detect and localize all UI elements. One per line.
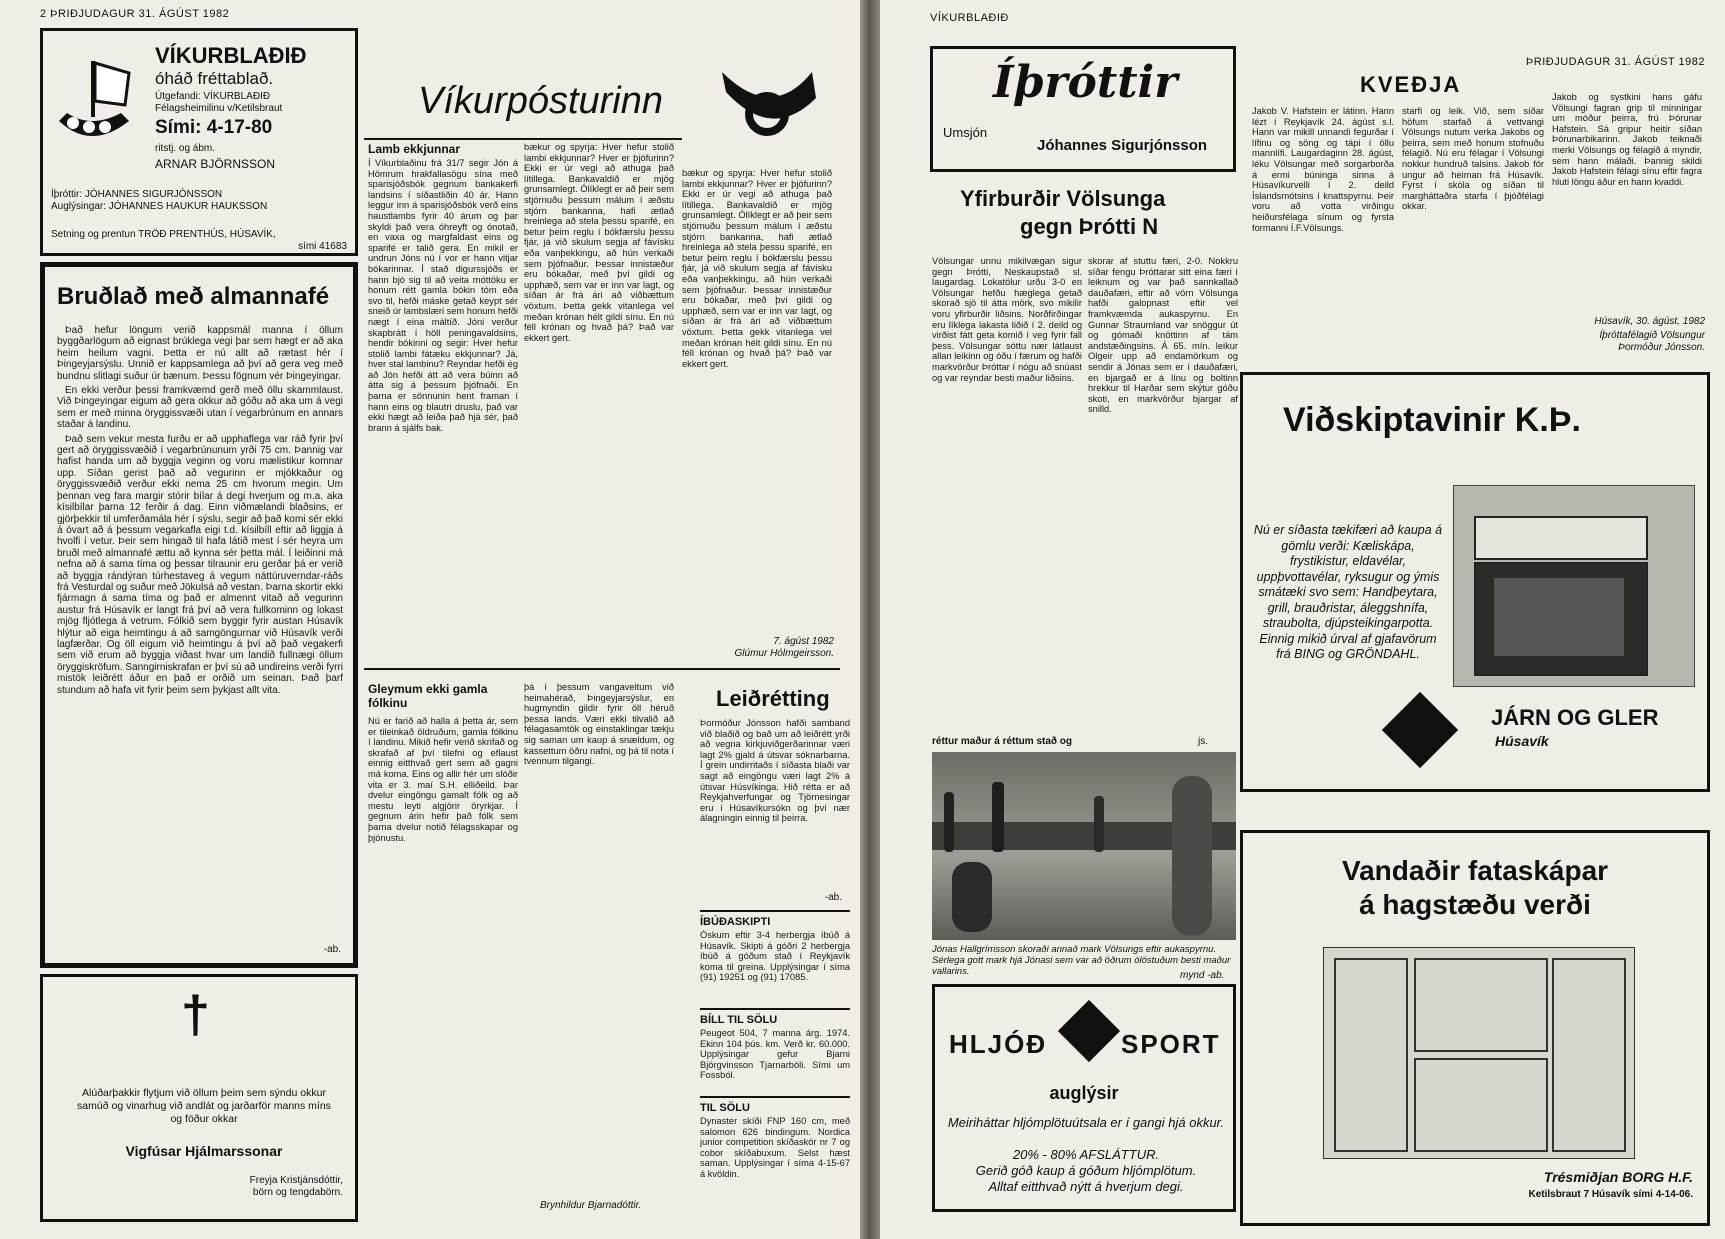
wardrobe-address: Ketilsbraut 7 Húsavík sími 4-14-06. — [1528, 1189, 1693, 1200]
classified-text: Peugeot 504, 7 manna árg. 1974. Ekinn 104 þús. km. Verð kr. 60.000. Upplýsingar gefur Bjarni Björgvinsson Tjarnarbóli. Sími um Fossból. — [700, 1028, 850, 1081]
lamb-column-2: bækur og spyrja: Hver hefur stolið lambi ekkjunnar? Hver er þjófurinn? Ekki er úr vegi að athuga það lítillega. Bankavaldið er mjög grunsamlegt. Ólíklegt er að þeir sem stjórnuðu þessum málum í æðstu stjórn bankanna, hafi ætlað hreinlega að stela þessu sparifé, en betur þeim reglu í bókfærslu þessu fjár, já við skulum segja af fávísku eða vanþekkingu, að hún verkaði sem þjófnaður. Þessar innistæður eru bókaðar, með því gildi og upphæð, sem var er inn var lagt, og síðan ár frá ári að viðbættum vöxtum. Þetta gekk vitanlega vel meðan krónan hélt gildi sínu. En nú féll krónan og hvað þá? Það var ekkert gert. — [524, 142, 674, 343]
lamb-title: Lamb ekkjunnar — [368, 142, 461, 156]
viking-ship-logo — [51, 51, 137, 151]
kvedja-sign: Íþróttafélagið Völsungur Þormóður Jónsson. — [1599, 330, 1705, 353]
masthead-editor: ARNAR BJÖRNSSON — [155, 157, 276, 171]
obituary-box — [40, 974, 358, 1222]
photo-credit: mynd -ab. — [1180, 970, 1225, 981]
classified-rule — [700, 1096, 850, 1098]
kvedja-column-1: Jakob V. Hafstein er látinn. Hann lézt í Reykjavík 24. ágúst s.l. Hann var mikill unnandi fegurðar í lífinu og söng og tápi í öllu mannlífi. Laugardaginn 28. ágúst, léku Völsungar með sorgarborða á ermi búninga sinna á Húsavíkurvelli í 2. deild Íslandsmótsins í knattspyrnu. Þeir voru að votta virðingu heiðursfélaga sínum og fyrsta formanni Í.F.Völsungs. — [1252, 106, 1394, 233]
obituary-signed-2: börn og tengdabörn. — [252, 1187, 343, 1198]
signoff-name: Glúmur Hólmgeirsson. — [734, 648, 834, 659]
obituary-signed-1: Freyja Kristjánsdóttir, — [249, 1175, 343, 1186]
match-sig: js. — [1198, 736, 1208, 747]
kvedja-column-3: Jakob og systkini hans gáfu Völsungi fagran grip til minningar um móður þeirra, frú Þórunar Hafstein. Sá gripur heitir síðan Þórunarbikarinn. Jakob teiknaði merki Völsungs og félagið á myndir, sem hann málaði. Þannig skildi Jakob Hafstein félagi sínu eftir fagra hluti löngu áður en hann kvaddi. — [1552, 92, 1702, 187]
obituary-name: Vigfúsar Hjálmarssonar — [125, 1143, 283, 1159]
kth-brand: JÁRN OG GLER — [1491, 705, 1659, 730]
page-gutter — [860, 0, 880, 1239]
leidretting-body: Þormóður Jónsson hafði samband við blaðið og bað um að leiðrétt yrði að vegna kirkjuviðgerðarinnar væri lagt 2% gjald á útsvar sóknarbarna. Í grein undirritaðs í síðasta blaði var sagt að eingöngu væri lagt 2% á útsvar Húsvíkinga. Hið rétta er að Reykjahverfungar og Tjörnesingar eru í Húsavíkursókn og því nær álagningin einnig til þeirra. — [700, 718, 850, 824]
editorial-paragraph: Það hefur löngum verið kappsmál manna í öllum byggðarlögum að eignast brúklega vegi þar sem hægt er að aka heim heilum vagni. Þetta er nú allt að rætast hér í Þingeyjarsýslu. Unnið er kappsamlega að því að gera veg með bundnu slitlagi suður úr bænum. Þessu fögnum vér Þingeyingar. — [57, 325, 343, 382]
masthead-subtitle: óháð fréttablað. — [155, 69, 274, 88]
music-line-3: Gerið góð kaup á góðum hljómplötum. — [975, 1163, 1197, 1178]
classified-title: BÍLL TIL SÖLU — [700, 1014, 778, 1026]
right-page-header-right: ÞRIÐJUDAGUR 31. ÁGÚST 1982 — [1525, 56, 1705, 68]
wardrobe-ad — [1240, 830, 1710, 1226]
signoff-date: 7. ágúst 1982 — [773, 636, 834, 647]
music-ad — [932, 984, 1236, 1212]
masthead-printing-phone: sími 41683 — [298, 241, 347, 252]
masthead-sports: Íþróttir: JÓHANNES SIGURJÓNSSON — [51, 189, 223, 200]
editorial-title: Bruðlað með almannafé — [57, 283, 330, 310]
lamb-column-1: Í Víkurblaðinu frá 31/7 segir Jón á Hömrum hrakfallasögu sína með sparisjóðsbók gegnum bankakerfi landsins í síðastliðin 40 ár. Hann leggur inn á sparisjóðsbók verð eins haustlambs fyrir 40 árum og þar skyldi það vera óhreyft og ónotað, en vaxa og margfaldast eins og sparifé er talið gera. En mikil er undrun Jóns nú í vor er hann vitjar bókarinnar. Í stað digurssjóðs er hann bjó sig til að veita móttöku er honum rétt gamla bókin tóm eða svo til, hefði máske getað keypt sér sneið úr lambslæri sem honum hefði nægt í eina máltíð. Jóni verður skapbrátt í höll peningavaldsins, hendir bókinni og segir: Hver hefur stolið lambi fátæku ekkjunnar? Já, hver stal lambinu? Reyndar hefði ég að Jón hefði átt að vera búinn að átta sig á þessum þjófnaði. En þarna er sönnunin hent framan í hann eins og blautri druslu, það var ekki hægt að leiða það hjá sér, það brann á sjálfs bak. — [368, 158, 518, 433]
leidretting-sig: -ab. — [824, 892, 842, 903]
editorial-paragraph: Það sem vekur mesta furðu er að upphaflega var ráð fyrir því gert að öryggissvæðið í vegarbrúnunum yrði 75 cm. Þannig var hafist handa um að byggja veginn og voru mælistikur komnar upp. Síðan gerist það að vegurinn er mjókkaður og öryggissvæðið verður ekki nema 25 cm hvorum megin. Um þennan veg fara margir stórir bílar á degi hverjum og m.a. aka kísilbílar þarna 12 ferðir á dag. Einn viðmælandi blaðsins, er gjörþekkir til umferðamála hér í sýslu, segir að það komi sér ekki á óvart að á þessum vegarkafla eigi t.d. kísilbíll eftir að liggja á hvolfi í vetur. Þeir sem hingað til hafa látið mest í sér heyra um bruðl með almannafé ættu að kynna sér þetta mál. Í leiðinni má nefna að á sama tíma og þessar tilraunir eru gerðar þá er verið að byggja rándýran túrhestaveg á vegum náttúruverndar-ráðs frá Vesturdal og suður með Jökulsá að vestan. Þarna skortir ekki fjármagn á sama tíma og það er almennt vitað að vegurinn austur frá Húsavík er langt frá því að vera fullkominn og lokast mjög fljótlega á vetrum. Fólkið sem byggir fyrir austan Húsavík hlýtur að eiga heimtingu á að samgöngurnar við Húsavík verði lagfærðar. Og öll eigum við heimtingu á því að það vegakerfi sem við erum að byggja viðast hvar um landið fullnægi öllum öryggiskröfum. Sanngirniskrafan er því sú að undireins verði fyrri mistök leiðrétt áður en það er orðið um seinan. Það þarf stundum að hafa vit fyrir þeim sem þykjast allt vita. — [57, 433, 343, 696]
masthead-publisher: Útgefandi: VÍKURBLAÐIÐ — [155, 91, 271, 102]
match-headline-2: gegn Þrótti N — [1020, 214, 1159, 239]
masthead — [40, 28, 358, 256]
match-photo — [932, 752, 1236, 940]
left-page — [0, 0, 860, 1239]
gleymum-column-2: þá í þessum vangaveltum við heimahérað, Þingeyjarsýslur, en hugmyndin gildir fyrir öll héruð þessa lands. Væri ekki tilvalið að félagasamtök og einstaklingar tækju sig saman um kaup á snældum, og kassettum öðru nafni, og þá til nota í tvennum tilgangi. — [524, 682, 674, 767]
ithrottir-title: Íþróttir — [993, 57, 1178, 108]
right-page — [880, 0, 1725, 1239]
ithrottir-box — [930, 46, 1236, 172]
kvedja-title: KVEÐJA — [1360, 72, 1462, 97]
column-divider — [364, 138, 682, 140]
gleymum-column-1: Nú er farið að halla á þetta ár, sem er tileinkað öldruðum, gamla fólkinu í landinu. Mikið hefir verið skrifað og skrafað af því tilefni og eflaust einnig eitthvað gert sem að gagni má koma. Eins og allir hér um slóðir vita er 3. maí S.H. elliðeild. Þar dvelur eingöngu gamalt fólk og að mestu leyti algjörir öryrkjar. Í gegnum árin hefir það fólk sem þarna dvelur notið félagsskapar og þjónustu. — [368, 716, 518, 843]
classified-title: TIL SÖLU — [700, 1102, 750, 1114]
masthead-printing: Setning og prentun TRÖÐ PRENTHÚS, HÚSAVÍK, — [51, 229, 276, 240]
match-headline-1: Yfirburðir Völsunga — [960, 186, 1166, 211]
match-column-1: Völsungar unnu mikilvægan sigur gegn Þrótti, Neskaupstað sl. laugardag. Lokatölur urðu 3-0 en Völsungar hefðu hæglega getað skorað sjö til átta mörk, svo mikilir voru yfirburðir liðsins. Norðfirðingar eru líklega lakasta liðið í 2. deild og virðist fátt geta komið í veg fyrir fall þess. Völsungar sóttu nær látlaust allan leikinn og óðu í færum og hafði markvörður Þróttar í nógu að snúast og var reyndar besti maður liðsins. — [932, 256, 1082, 383]
classified-rule — [700, 910, 850, 912]
music-logo-badge — [1058, 1000, 1120, 1062]
leidretting-title: Leiðrétting — [716, 686, 830, 711]
kth-logo-badge — [1382, 692, 1458, 768]
classified-title: ÍBÚÐASKIPTI — [700, 916, 771, 928]
masthead-ads: Auglýsingar: JÓHANNES HAUKUR HAUKSSON — [51, 201, 268, 212]
music-heading: auglýsir — [1049, 1083, 1119, 1103]
match-column-2: skorar af stuttu færi, 2-0. Nokkru síðar fengu Þróttarar sitt eina færi í leiknum og var það sannkallað dauðafæri, eftir að vörn Völsunga hafði galopnast eftir vel framkvæmda aukaspyrnu. En Gunnar Straumland var snöggur út og gómaði knöttinn af tám andstæðingsins. Á 65. mín. leikur Olgeir upp að endamörkum og sendir á Jónas sem er í dauðafæri, en bjargað er á línu og boltinn hrekkur til Harðar sem skýtur góðu skoti, en markvörður bjargar af snilld. — [1088, 256, 1238, 415]
left-page-header: 2 ÞRIÐJUDAGUR 31. ÁGÚST 1982 — [40, 8, 230, 20]
obituary-text: Alúðarþakkir flytjum við öllum þeim sem sýndu okkur samúð og vinarhug við andlát og jarðarför manns míns og föður okkar — [77, 1087, 331, 1125]
wardrobe-title-2: á hagstæðu verði — [1359, 889, 1591, 920]
lamb-column-3: bækur og spyrja: Hver hefur stolið lambi ekkjunnar? Hver er þjófurinn? Ekki er úr vegi að athuga það lítillega. Bankavaldið er mjög grunsamlegt. Ólíklegt er að þeir sem stjórnuðu þessum málum í æðstu stjórn bankanna, hafi ætlað hreinlega að stela þessu sparifé, en betur þeim reglu í bókfærslu þessu fjár, já við skulum segja af fávísku eða vanþekkingu, að hún verkaði sem þjófnaður. Þessar innistæður eru bókaðar, með því gildi og upphæð, sem var er inn var lagt, og síðan ár frá ári að viðbættum vöxtum. Þetta gekk vitanlega vel meðan krónan hélt gildi sínu. En nú féll krónan og hvað þá? Það var ekkert gert. — [682, 168, 832, 369]
classified-rule — [700, 1008, 850, 1010]
stove-image — [1453, 485, 1695, 687]
ithrottir-umsjon: Umsjón — [943, 125, 988, 140]
ithrottir-name: Jóhannes Sigurjónsson — [1037, 137, 1208, 154]
masthead-title: VÍKURBLAÐIÐ — [155, 43, 307, 68]
photo-caption: Jónas Hallgrímsson skoraði annað mark Völsungs eftir aukaspyrnu. Sérlega gott mark hjá Jónasi sem var að öðrum ólöstuðum besti maður vallarins. — [932, 944, 1231, 977]
masthead-address: Félagsheimilinu v/Ketilsbraut — [155, 103, 283, 114]
editorial-signature: -ab. — [323, 943, 341, 955]
post-horn-icon — [712, 52, 822, 142]
cross-icon: † — [181, 986, 210, 1044]
music-text: Meiriháttar hljómplötuútsala er í gangi hjá okkur. — [947, 1115, 1225, 1130]
right-page-header-left: VÍKURBLAÐIÐ — [930, 12, 1009, 24]
kvedja-sign-place: Húsavík, 30. ágúst, 1982 — [1594, 316, 1705, 327]
wardrobe-image — [1323, 947, 1635, 1159]
kth-ad — [1240, 372, 1710, 792]
editorial-body — [57, 325, 343, 945]
wardrobe-title-1: Vandaðir fataskápar — [1341, 855, 1609, 886]
match-bold-line: réttur maður á réttum stað og — [932, 736, 1073, 747]
masthead-editor-label: ritstj. og ábm. — [155, 143, 216, 154]
masthead-phone: Sími: 4-17-80 — [155, 117, 273, 138]
section-rule — [364, 668, 840, 670]
wardrobe-maker: Trésmiðjan BORG H.F. — [1543, 1169, 1693, 1185]
editorial-paragraph: En ekki verður þessi framkvæmd gerð með öllu skammlaust. Við Þingeyingar eigum að gera okkur að góðu að aka um á vegi sem er með minna öryggissvæði utan í vegarbrúnum en annars staðar á landinu. — [57, 385, 343, 431]
kth-place: Húsavík — [1495, 733, 1549, 749]
music-logo-left: HLJÓÐ — [949, 1029, 1048, 1059]
gleymum-title: Gleymum ekki gamla fólkinu — [368, 682, 488, 710]
kth-title: Viðskiptavinir K.Þ. — [1283, 401, 1581, 439]
kth-text: Nú er síðasta tækifæri að kaupa á gömlu verði: Kæliskápa, frystikistur, eldavélar, uppþvottavélar, ryksugur og ýmis smátæki svo sem: Handþeytara, grill, brauðristar, áleggshnífa, straubolta, djúpsteikingarpotta. Einnig mikið úrval af gjafavörum frá BING og GRÖNDAHL. — [1253, 523, 1443, 661]
brynhildur-sig: Brynhildur Bjarnadóttir. — [540, 1200, 642, 1211]
music-percent: 20% - 80% AFSLÁTTUR. — [1012, 1147, 1160, 1162]
kvedja-column-2: starfi og leik. Við, sem síðar höfum starfað á vettvangi Völsungs nutum verka Jakobs og þeirra, sem með honum stofnuðu félagið. Nú eru félagar í Völsungi nokkur hundruð talsins. Jakob fór ungur að heiman frá Húsavík. Fyrst í skóla og síðan til margháttaðra starfa í þjóðfélagi okkar. — [1402, 106, 1544, 212]
vikurposturinn-title: Víkurpósturinn — [418, 80, 664, 122]
music-logo-right: SPORT — [1121, 1029, 1221, 1059]
music-line-4: Alltaf eitthvað nýtt á hverjum degi. — [988, 1179, 1184, 1194]
classified-text: Dynaster skíði FNP 160 cm, með salomon 626 bindingum. Nordica junior competition skíðaskór nr 7 og cobor skíðabuxum. Selst hæst saman. Upplýsingar í síma 4-15-67 á kvöldin. — [700, 1116, 850, 1179]
classified-text: Óskum eftir 3-4 herbergja íbúð á Húsavík. Skipti á góðri 2 herbergja íbúð á góðum stað í Reykjavík koma til greina. Upplýsingar í síma (91) 19251 og (91) 17085. — [700, 930, 850, 983]
editorial-box — [40, 262, 358, 968]
